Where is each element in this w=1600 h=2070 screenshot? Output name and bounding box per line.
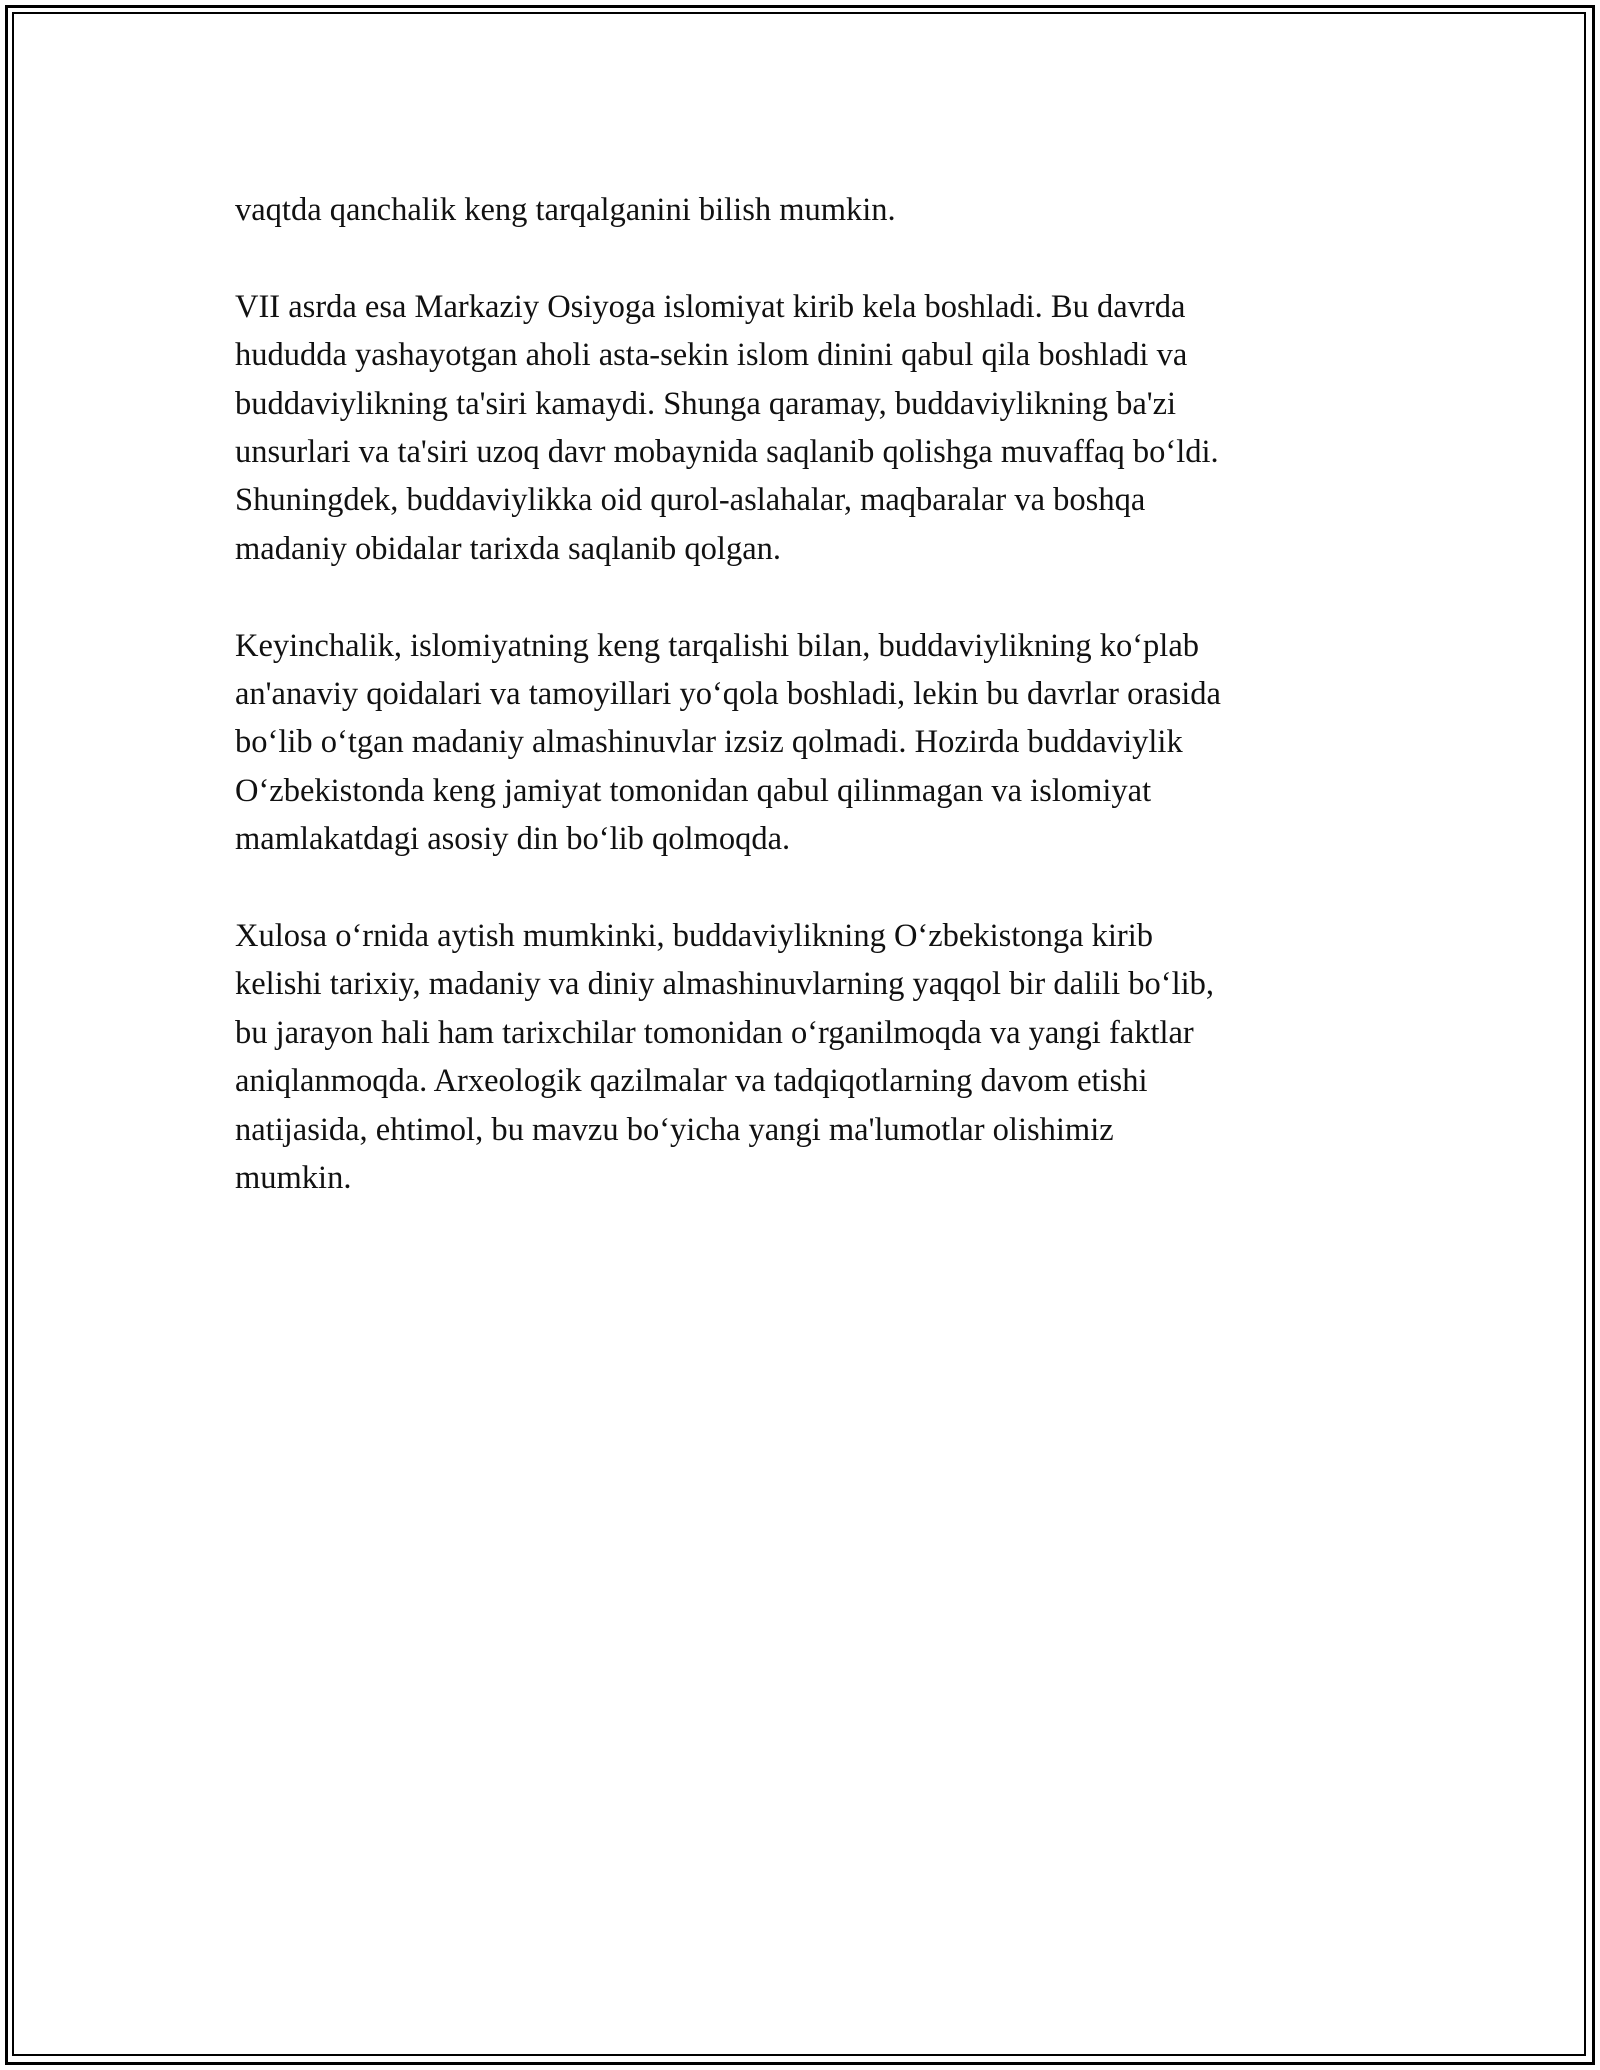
paragraph-3: Keyinchalik, islomiyatning keng tarqalishi bilan, buddaviylikning ko‘plab an'anaviy qoidalari va tamoyillari yo‘qola boshladi, lekin bu davrlar orasida bo‘lib o‘tgan madaniy almashinuvlar izsiz qolmadi. Hozirda buddaviylik O‘zbekistonda keng jamiyat tomonidan qabul qilinmagan va islomiyat mamlakatdagi asosiy din bo‘lib qolmoqda. <box>235 627 1221 858</box>
document-body <box>235 186 1375 1251</box>
paragraph-4: Xulosa o‘rnida aytish mumkinki, buddaviylikning O‘zbekistonga kirib kelishi tarixiy, madaniy va diniy almashinuvlarning yaqqol bir dalili bo‘lib, bu jarayon hali ham tarixchilar tomonidan o‘rganilmoqda va yangi faktlar aniqlanmoqda. Arxeologik qazilmalar va tadqiqotlarning davom etishi natijasida, ehtimol, bu mavzu bo‘yicha yangi ma'lumotlar olishimiz mumkin. <box>235 918 1215 1197</box>
paragraph-1: vaqtda qanchalik keng tarqalganini bilish mumkin. <box>235 192 896 228</box>
paragraph-2: VII asrda esa Markaziy Osiyoga islomiyat kirib kela boshladi. Bu davrda hududda yashayotgan aholi asta-sekin islom dinini qabul qila boshladi va buddaviylikning ta'siri kamaydi. Shunga qaramay, buddaviylikning ba'zi unsurlari va ta'siri uzoq davr mobaynida saqlanib qolishga muvaffaq bo‘ldi. Shuningdek, buddaviylikka oid qurol-aslahalar, maqbaralar va boshqa madaniy obidalar tarixda saqlanib qolgan. <box>235 288 1219 567</box>
